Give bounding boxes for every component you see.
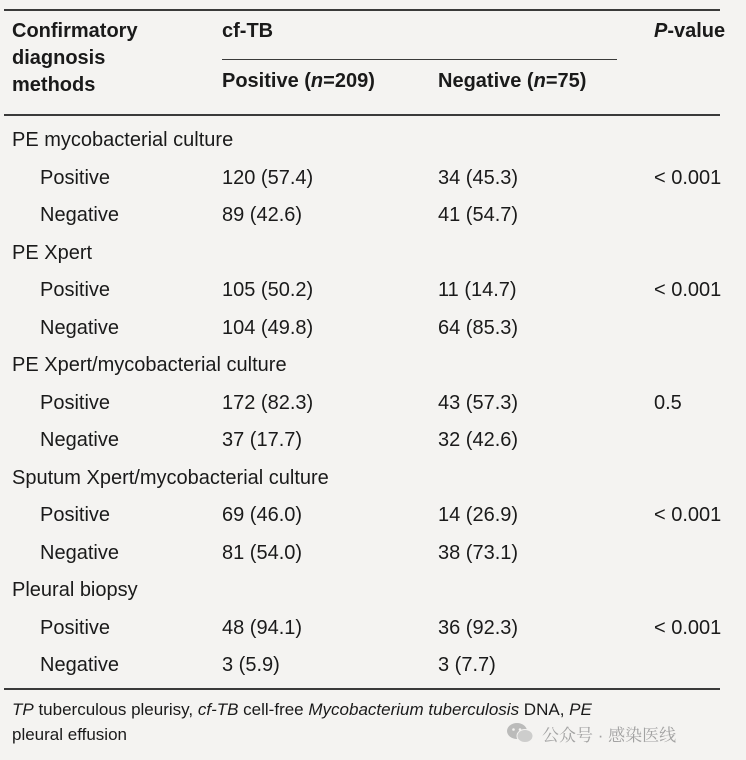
table-row bbox=[0, 535, 746, 571]
section-title-row bbox=[0, 572, 746, 608]
p-value: 0.5 bbox=[654, 391, 682, 414]
group-header-underline bbox=[222, 59, 617, 60]
positive-value: 172 (82.3) bbox=[222, 391, 314, 414]
row-label: Positive bbox=[40, 391, 111, 414]
table-bottom-rule bbox=[4, 688, 720, 690]
section-title-row bbox=[0, 122, 746, 158]
section-title-row bbox=[0, 235, 746, 271]
column-header-negative: Negative (n=75) bbox=[438, 70, 587, 92]
column-header-pvalue: P-value bbox=[654, 20, 726, 42]
column-header-positive: Positive (n=209) bbox=[222, 70, 375, 92]
positive-value: 81 (54.0) bbox=[222, 541, 303, 564]
positive-value: 89 (42.6) bbox=[222, 204, 303, 226]
section-title: Sputum Xpert/mycobacterial culture bbox=[12, 466, 329, 489]
table-row bbox=[0, 160, 746, 196]
section-title: PE Xpert/mycobacterial culture bbox=[12, 354, 287, 376]
table-footnote: TP tuberculous pleurisy, cf-TB cell-free Mycobacterium tuberculosis DNA, PE pleural effusion bbox=[12, 700, 592, 744]
table-row bbox=[0, 610, 746, 646]
negative-value: 14 (26.9) bbox=[438, 504, 519, 526]
row-label: Negative bbox=[40, 541, 119, 564]
section-title: PE mycobacterial culture bbox=[12, 129, 234, 151]
row-label: Positive bbox=[40, 279, 111, 301]
table-row bbox=[0, 272, 746, 308]
table-row bbox=[0, 385, 746, 421]
negative-value: 11 (14.7) bbox=[438, 279, 517, 301]
positive-value: 48 (94.1) bbox=[222, 616, 303, 639]
table-row bbox=[0, 647, 746, 683]
negative-value: 34 (45.3) bbox=[438, 166, 519, 189]
negative-value: 38 (73.1) bbox=[438, 541, 519, 564]
table-row bbox=[0, 310, 746, 346]
negative-value: 3 (7.7) bbox=[438, 654, 496, 676]
table-top-rule bbox=[4, 9, 720, 11]
row-label: Positive bbox=[40, 166, 111, 189]
section-title-row bbox=[0, 460, 746, 496]
positive-value: 120 (57.4) bbox=[222, 166, 314, 189]
p-value: < 0.001 bbox=[654, 504, 722, 526]
section-title: PE Xpert bbox=[12, 241, 93, 264]
section-title: Pleural biopsy bbox=[12, 579, 138, 601]
positive-value: 104 (49.8) bbox=[222, 316, 314, 339]
table-row bbox=[0, 197, 746, 233]
negative-value: 32 (42.6) bbox=[438, 429, 519, 451]
watermark-text: 公众号 · 感染医线 bbox=[542, 725, 677, 745]
header-bottom-rule bbox=[4, 114, 720, 116]
column-header-methods: Confirmatory diagnosis methods bbox=[12, 20, 138, 96]
negative-value: 64 (85.3) bbox=[438, 316, 519, 339]
p-value: < 0.001 bbox=[654, 279, 722, 301]
row-label: Negative bbox=[40, 429, 119, 451]
row-label: Negative bbox=[40, 204, 119, 226]
table-row bbox=[0, 422, 746, 458]
p-value: < 0.001 bbox=[654, 616, 722, 639]
p-value: < 0.001 bbox=[654, 166, 722, 189]
positive-value: 37 (17.7) bbox=[222, 429, 303, 451]
watermark bbox=[506, 718, 676, 748]
positive-value: 69 (46.0) bbox=[222, 504, 303, 526]
row-label: Positive bbox=[40, 616, 111, 639]
negative-value: 36 (92.3) bbox=[438, 616, 519, 639]
row-label: Negative bbox=[40, 316, 119, 339]
negative-value: 43 (57.3) bbox=[438, 391, 519, 414]
positive-value: 3 (5.9) bbox=[222, 654, 280, 676]
row-label: Negative bbox=[40, 654, 119, 676]
table-row bbox=[0, 497, 746, 533]
negative-value: 41 (54.7) bbox=[438, 204, 519, 226]
row-label: Positive bbox=[40, 504, 111, 526]
section-title-row bbox=[0, 347, 746, 383]
wechat-icon bbox=[506, 722, 534, 744]
column-header-group: cf-TB bbox=[222, 20, 274, 42]
positive-value: 105 (50.2) bbox=[222, 279, 314, 301]
